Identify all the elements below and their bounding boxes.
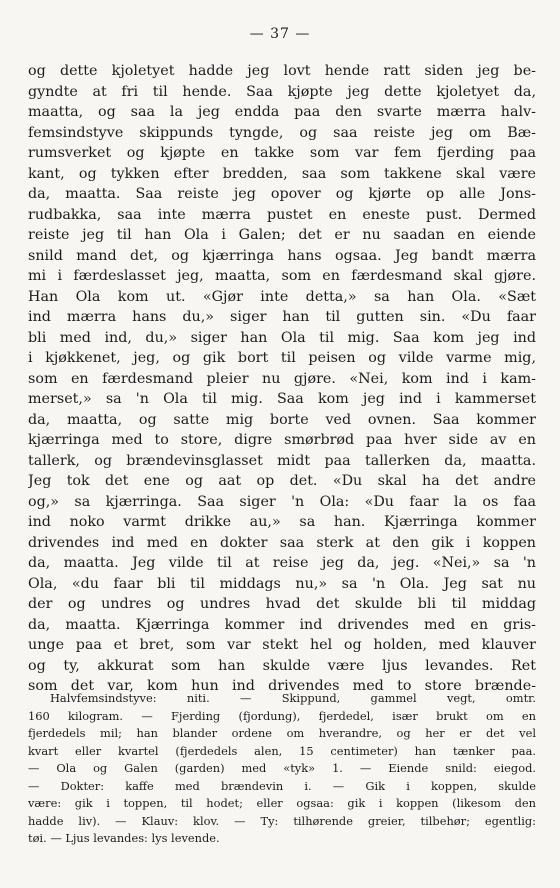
footnote-line: 160 kilogram. — Fjerding (fjordung), fjerdedel, især brukt om en [28, 708, 536, 723]
text-line: og,» sa kjærringa. Saa siger 'n Ola: «Du faar la os faa [28, 493, 536, 510]
text-line: og ty, akkurat som han skulde være ljus levandes. Ret [28, 657, 536, 674]
text-line: da, maatta. Kjærringa kommer ind drivendes med en gris- [28, 616, 536, 633]
footnotes [28, 690, 536, 848]
page-number: — 37 — [249, 26, 311, 42]
text-line: Ola, «du faar bli til middags nu,» sa 'n Ola. Jeg sat nu [28, 575, 536, 592]
text-line: som det var, kom hun ind drivendes med to store brænde- [28, 678, 536, 694]
footnote-line: kvart eller kvartel (fjerdedels alen, 15 centimeter) han tænker paa. [28, 743, 536, 758]
text-line: merset,» sa 'n Ola til mig. Saa kom jeg ind i kammerset [28, 391, 536, 407]
text-line: der og undres og undres hvad det skulde bli til middag [28, 596, 536, 612]
text-line: gyndte at fri til hende. Saa kjøpte jeg dette kjoletyet da, [28, 83, 536, 100]
footnote-line: være: gik i toppen, til hodet; eller ogsaa: gik i koppen (likesom den [28, 796, 536, 810]
body-text [28, 61, 536, 697]
text-line: ind noko varmt drikke au,» sa han. Kjærringa kommer [28, 514, 536, 530]
text-line: og dette kjoletyet hadde jeg lovt hende ratt siden jeg be- [28, 63, 536, 79]
text-line: da, maatta, og satte mig borte ved ovnen. Saa kommer [28, 411, 536, 428]
text-line: rudbakka, saa inte mærra pustet en eneste pust. Dermed [28, 206, 536, 223]
text-line: Han Ola kom ut. «Gjør inte detta,» sa han Ola. «Sæt [28, 288, 536, 305]
text-line: Jeg tok det ene og aat op det. «Du skal ha det andre [28, 473, 536, 489]
footnote-line: Halvfemsindstyve: niti. — Skippund, gammel vegt, omtr. [50, 691, 536, 705]
text-line: mi i færdeslasset jeg, maatta, som en færdesmand skal gjøre. [28, 268, 536, 284]
footnote-line: — Ola og Galen (garden) med «tyk» 1. — Eiende snild: eiegod. [28, 761, 536, 775]
text-line: som en færdesmand pleier nu gjøre. «Nei, kom ind i kam- [28, 370, 536, 387]
text-line: tallerk, og brændevinsglasset midt paa tallerken da, maatta. [28, 452, 536, 469]
text-line: bli med ind, du,» siger han Ola til mig. Saa kom jeg ind [28, 329, 536, 346]
text-line: da, maatta. Saa reiste jeg opover og kjørte op alle Jons- [28, 186, 536, 202]
footnote-line: tøi. — Ljus levandes: lys levende. [28, 831, 220, 845]
text-line: da, maatta. Jeg vilde til at reise jeg da, jeg. «Nei,» sa 'n [28, 555, 536, 571]
text-line: drivendes ind med en dokter saa sterk at den gik i koppen [28, 534, 536, 551]
text-line: maatta, og saa la jeg endda paa den svarte mærra halv- [28, 104, 536, 120]
text-line: kjærringa med to store, digre smørbrød paa hver side av en [28, 432, 536, 448]
text-line: kant, og tykken efter bredden, saa som takkene skal være [28, 165, 536, 182]
text-line: femsindstyve skippunds tyngde, og saa reiste jeg om Bæ- [28, 124, 536, 141]
footnote-line: fjerdedels mil; han blander ordene om hverandre, og her er det vel [28, 726, 536, 740]
text-line: i kjøkkenet, jeg, og gik bort til peisen og vilde varme mig, [28, 350, 536, 366]
text-line: ind mærra hans du,» siger han til gutten sin. «Du faar [28, 309, 536, 325]
footnote-line: — Dokter: kaffe med brændevin i. — Gik i koppen, skulde [28, 778, 536, 793]
text-line: reiste jeg til han Ola i Galen; det er nu saadan en eiende [28, 227, 536, 243]
footnote-line: hadde liv). — Klauv: klov. — Ty: tilhørende greier, tilbehør; egentlig: [28, 813, 536, 828]
text-line: unge paa et bret, som var stekt hel og holden, med klauver [28, 637, 536, 653]
text-line: snild mand det, og kjærringa hans ogsaa. Jeg bandt mærra [28, 247, 536, 264]
text-line: rumsverket og kjøpte en takke som var fem fjerding paa [28, 145, 536, 161]
